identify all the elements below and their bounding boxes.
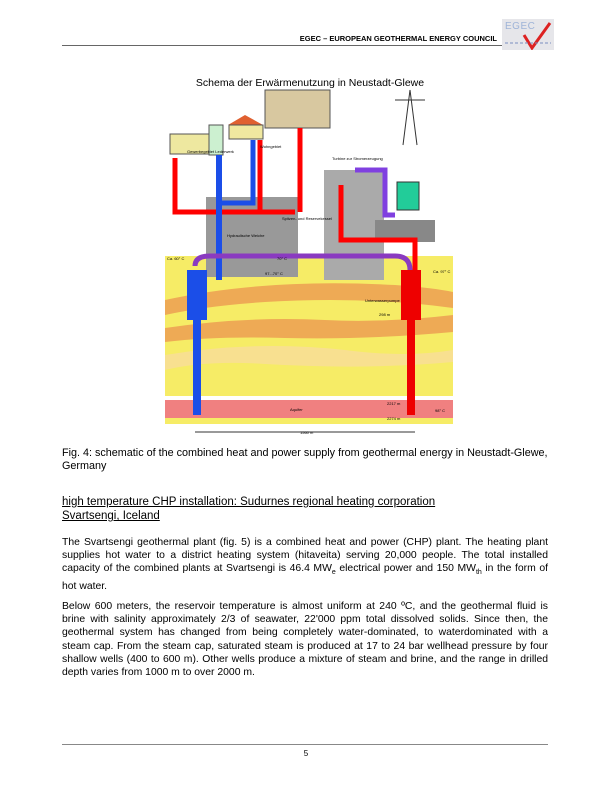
svg-text:2217 m: 2217 m — [387, 401, 401, 406]
svg-text:298 m: 298 m — [379, 312, 391, 317]
header-title: EGEC – EUROPEAN GEOTHERMAL ENERGY COUNCIL — [299, 34, 497, 43]
svg-text:70° C: 70° C — [277, 256, 288, 261]
svg-text:Wohngebiet: Wohngebiet — [260, 144, 282, 149]
svg-text:98° C: 98° C — [435, 408, 446, 413]
svg-text:Hydraulische Weiche: Hydraulische Weiche — [227, 233, 265, 238]
egec-logo — [502, 19, 554, 50]
svg-text:2274 m: 2274 m — [387, 416, 401, 421]
paragraph-2: Below 600 meters, the reservoir temperature is almost uniform at 240 ºC, and the geothermal fluid is brine with salinity approximately 2/3 of seawater, 22'000 ppm total dissolved solids. Since then, the geothermal system has changed from being completely water-dominated, to waterdominated with a steam cap. From the steam cap, saturated steam is produced at 17 to 24 bar wellhead pressure by four shallow wells (400 to 600 m). Other wells produce a mixture of steam and brine, and the range in drilled depth varies from 1000 m to over 2000 m. — [62, 601, 548, 679]
svg-text:Ca. 60° C: Ca. 60° C — [167, 256, 185, 261]
heading-line-1: high temperature CHP installation: Sudurnes regional heating corporation — [62, 496, 436, 508]
svg-text:Aquifer: Aquifer — [290, 407, 303, 412]
chp-schematic-figure — [165, 70, 457, 436]
logo-text: EGEC — [505, 21, 536, 32]
svg-text:1560 m: 1560 m — [300, 430, 314, 435]
svg-text:Gewerbegebiet Lederwerk: Gewerbegebiet Lederwerk — [187, 149, 234, 154]
figure-caption: Fig. 4: schematic of the combined heat and power supply from geothermal energy in Neustadt-Glewe, Germany — [62, 447, 548, 473]
svg-text:Unterwasserpumpe: Unterwasserpumpe — [365, 298, 400, 303]
page-number: 5 — [303, 749, 309, 758]
svg-text:Ca. 97° C: Ca. 97° C — [433, 269, 451, 274]
figure-title: Schema der Erwärmenutzung in Neustadt-Glewe — [195, 77, 425, 89]
paragraph-1: The Svartsengi geothermal plant (fig. 5) is a combined heat and power (CHP) plant. The heating plant supplies hot water to a district heating system (hitaveita) serving 20,000 people. The total installed capacity of the combined plants at Svartsengi is 46.4 $MW_e$ electrical power and 150 $MW_{th}$ in the form of hot water. — [62, 537, 549, 592]
svg-text:Spitzen- und Reservekessel: Spitzen- und Reservekessel — [282, 216, 332, 221]
header-rule — [62, 45, 502, 46]
footer-rule — [62, 744, 548, 745]
section-heading — [62, 495, 548, 523]
svg-text:97...70° C: 97...70° C — [265, 271, 283, 276]
svg-text:Turbine zur Stromerzeugung: Turbine zur Stromerzeugung — [332, 156, 383, 161]
heading-line-2: Svartsengi, Iceland — [62, 510, 160, 522]
